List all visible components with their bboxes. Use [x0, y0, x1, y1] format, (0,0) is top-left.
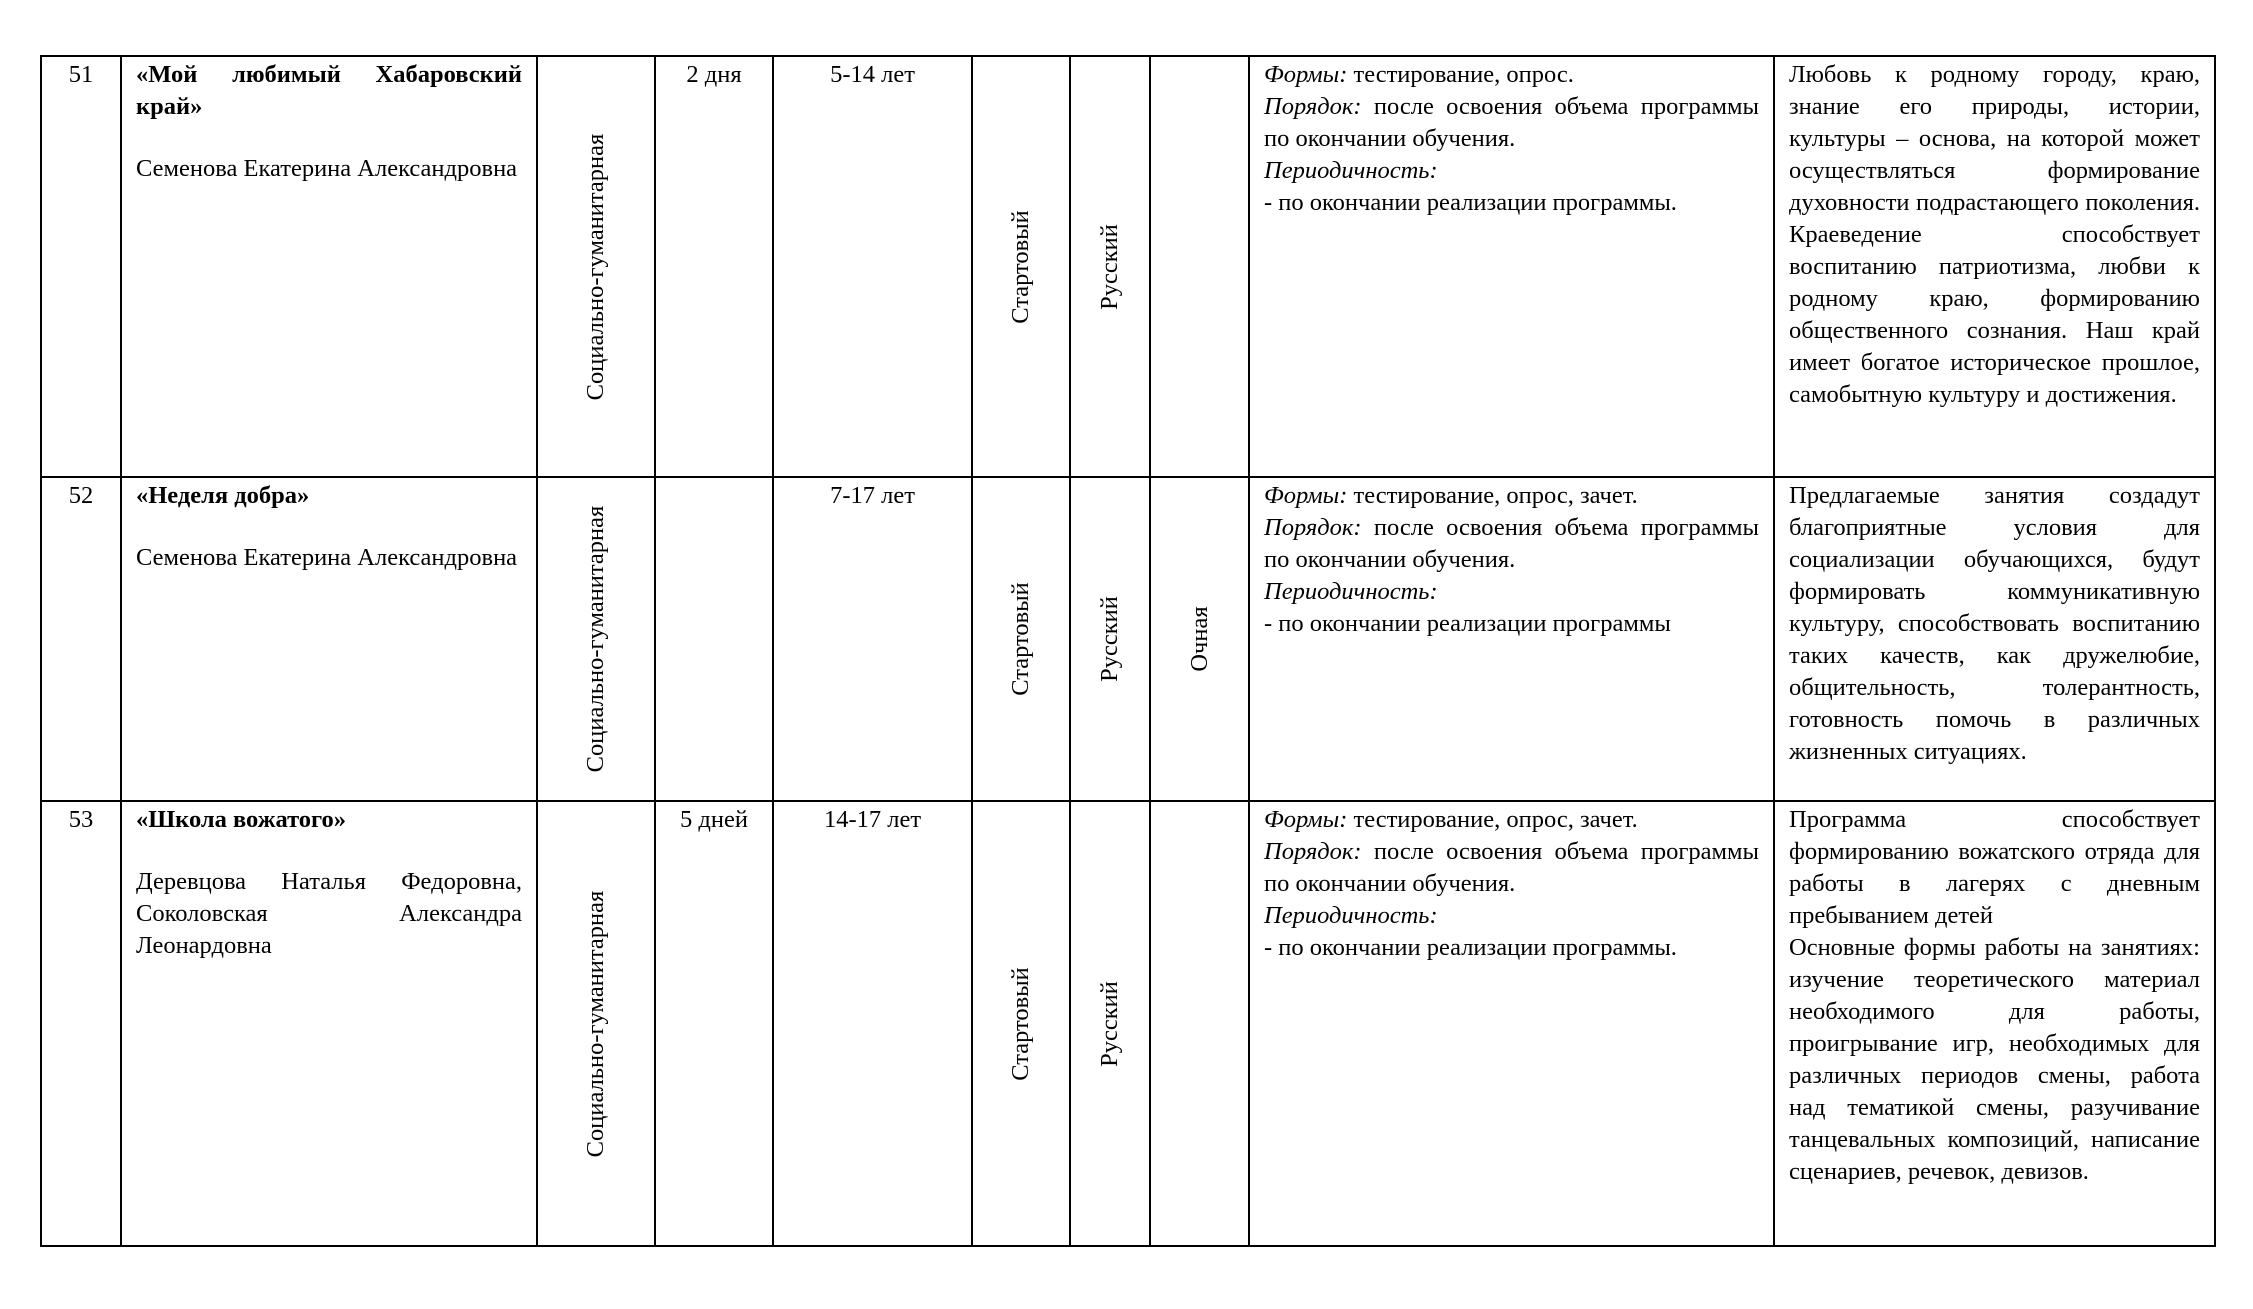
form-cell: [1150, 477, 1249, 801]
age-cell: 7-17 лет: [773, 477, 972, 801]
program-title: «Неделя добра»: [136, 482, 310, 509]
duration-cell: 5 дней: [655, 801, 773, 1246]
row-number: 52: [41, 477, 121, 801]
program-author: Деревцова Наталья Федоровна, Соколовская Александра Леонардовна: [136, 868, 522, 959]
language-cell: [1070, 477, 1150, 801]
order-value: после освоения объема программы по окончании обучения.: [1264, 514, 1759, 573]
program-cell: [121, 477, 537, 801]
description-text: Программа способствует формированию вожатского отряда для работы в лагерях с дневным пребыванием детей: [1789, 806, 2200, 929]
period-value: - по окончании реализации программы.: [1264, 189, 1677, 216]
language-text: Русский: [1096, 223, 1123, 310]
direction-cell: [537, 477, 655, 801]
age-cell: 14-17 лет: [773, 801, 972, 1246]
direction-text: Социально-гуманитарная: [582, 133, 609, 400]
programs-table: [40, 55, 2216, 1247]
level-text: Стартовый: [1007, 966, 1034, 1081]
control-cell: [1249, 477, 1774, 801]
forms-value: тестирование, опрос.: [1347, 61, 1574, 88]
forms-value: тестирование, опрос, зачет.: [1347, 482, 1638, 509]
table-row: [41, 56, 2215, 477]
duration-cell: 2 дня: [655, 56, 773, 477]
period-label: Периодичность:: [1264, 157, 1438, 184]
level-text: Стартовый: [1007, 582, 1034, 696]
form-text: Очная: [1185, 606, 1213, 672]
description-text-2: Основные формы работы на занятиях: изучение теоретического материал необходимого для работы, проигрывание игр, необходимых для различных периодов смены, работа над тематикой смены, разучивание танцевальных композиций, написание сценариев, речевок, девизов.: [1789, 934, 2200, 1185]
forms-value: тестирование, опрос, зачет.: [1347, 806, 1638, 833]
level-text: Стартовый: [1007, 209, 1034, 324]
period-label: Периодичность:: [1264, 578, 1438, 605]
level-cell: [972, 56, 1070, 477]
program-cell: [121, 56, 537, 477]
program-author: Семенова Екатерина Александровна: [136, 155, 518, 182]
forms-label: Формы:: [1264, 482, 1348, 509]
forms-label: Формы:: [1264, 806, 1348, 833]
period-label: Периодичность:: [1264, 902, 1438, 929]
level-cell: [972, 801, 1070, 1246]
description-cell: [1774, 801, 2215, 1246]
form-cell: [1150, 56, 1249, 477]
program-title: «Мой любимый Хабаровский край»: [136, 61, 522, 120]
direction-cell: [537, 801, 655, 1246]
table-row: [41, 801, 2215, 1246]
description-cell: [1774, 477, 2215, 801]
language-text: Русский: [1096, 980, 1123, 1067]
order-value: после освоения объема программы по окончании обучения.: [1264, 838, 1759, 897]
order-label: Порядок:: [1264, 514, 1362, 541]
forms-label: Формы:: [1264, 61, 1348, 88]
direction-text: Социально-гуманитарная: [582, 890, 609, 1157]
row-number: 51: [41, 56, 121, 477]
period-value: - по окончании реализации программы: [1264, 610, 1671, 637]
direction-text: Социально-гуманитарная: [582, 505, 609, 773]
control-cell: [1249, 56, 1774, 477]
program-cell: [121, 801, 537, 1246]
language-cell: [1070, 801, 1150, 1246]
order-label: Порядок:: [1264, 93, 1362, 120]
period-value: - по окончании реализации программы.: [1264, 934, 1677, 961]
language-cell: [1070, 56, 1150, 477]
program-author: Семенова Екатерина Александровна: [136, 544, 518, 571]
order-label: Порядок:: [1264, 838, 1362, 865]
table-row: [41, 477, 2215, 801]
order-value: после освоения объема программы по окончании обучения.: [1264, 93, 1759, 152]
direction-cell: [537, 56, 655, 477]
description-text: Предлагаемые занятия создадут благоприятные условия для социализации обучающихся, будут формировать коммуникативную культуру, способствовать воспитанию таких качеств, как дружелюбие, общительность, толерантность, готовность помочь в различных жизненных ситуациях.: [1789, 482, 2200, 765]
language-text: Русский: [1096, 596, 1123, 682]
form-cell: [1150, 801, 1249, 1246]
description-text: Любовь к родному городу, краю, знание его природы, истории, культуры – основа, на которой может осуществляться формирование духовности подрастающего поколения. Краеведение способствует воспитанию патриотизма, любви к родному краю, формированию общественного сознания. Наш край имеет богатое историческое прошлое, самобытную культуру и достижения.: [1789, 61, 2200, 408]
level-cell: [972, 477, 1070, 801]
duration-cell: [655, 477, 773, 801]
row-number: 53: [41, 801, 121, 1246]
description-cell: [1774, 56, 2215, 477]
control-cell: [1249, 801, 1774, 1246]
program-title: «Школа вожатого»: [136, 806, 347, 833]
age-cell: 5-14 лет: [773, 56, 972, 477]
